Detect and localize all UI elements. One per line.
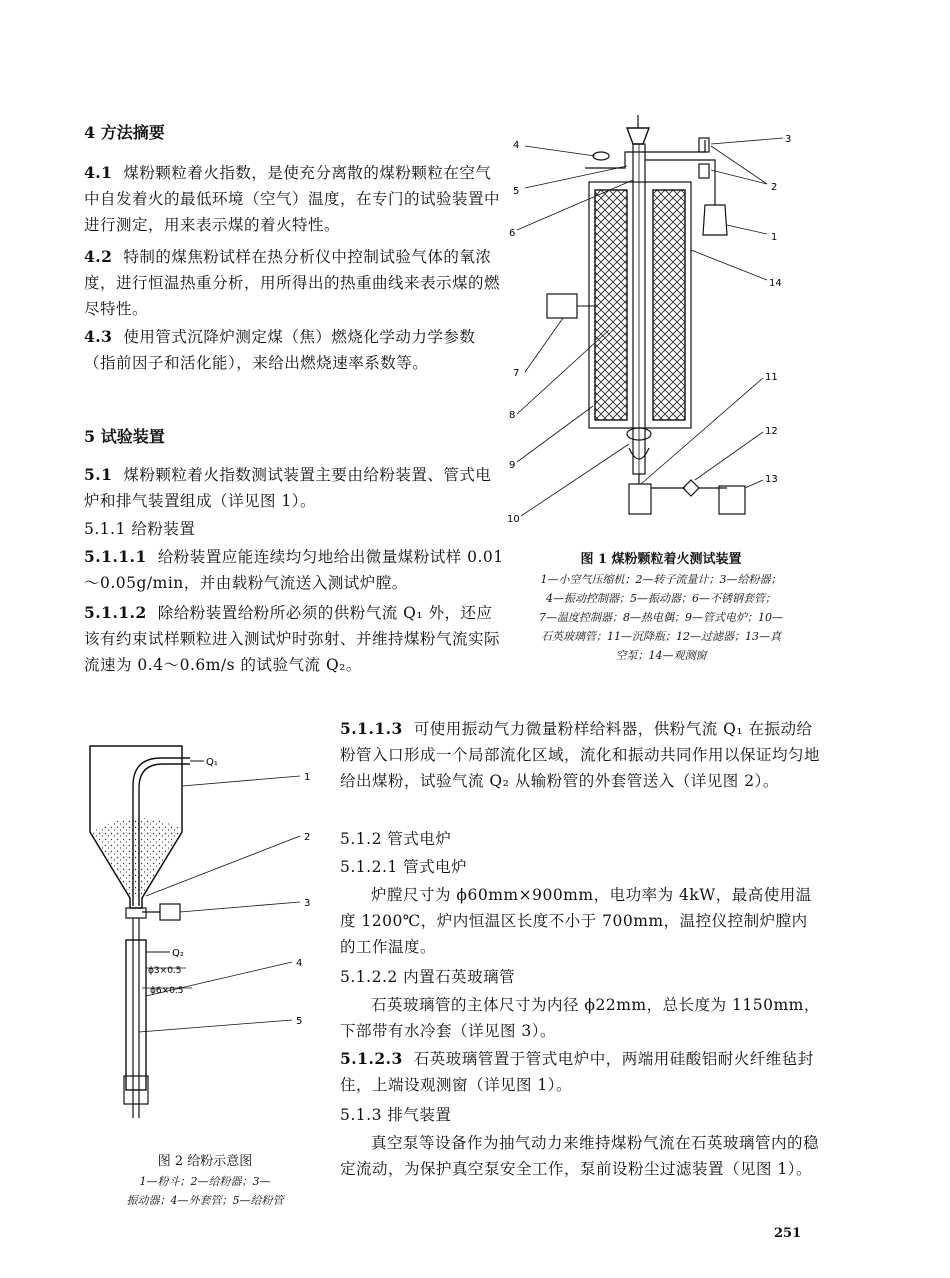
fig1-label-6: 6 — [509, 228, 516, 239]
heading-5-1-2-2: 5.1.2.2 内置石英玻璃管 — [340, 968, 516, 986]
heading-5-1-1: 5.1.1 给粉装置 — [84, 520, 196, 538]
heading-5-1-2: 5.1.2 管式电炉 — [340, 830, 452, 848]
para-5-1-1-1-text: 给粉装置应能连续均匀地给出微量煤粉试样 0.01～0.05g/min，并由载粉气流送入测试炉膛。 — [84, 548, 504, 592]
para-5-1-1-3-number: 5.1.1.3 — [340, 719, 403, 738]
figure-1-legend-line: 7—温度控制器；8—热电偶；9—管式电炉；10— — [539, 611, 783, 624]
para-4-3-text: 使用管式沉降炉测定煤（焦）燃烧化学动力学参数（指前因子和活化能），来给出燃烧速率系数等。 — [84, 328, 476, 372]
para-5-1-2-3-text: 石英玻璃管置于管式电炉中，两端用硅酸铝耐火纤维毡封住，上端设观测窗（详见图 1）。 — [340, 1050, 814, 1094]
fig1-label-13: 13 — [765, 474, 778, 485]
figure-2-legend-line: 1—粉斗；2—给粉器；3— — [139, 1175, 271, 1188]
para-5-1-number: 5.1 — [84, 465, 113, 484]
para-5-1-1-3 — [340, 716, 820, 794]
para-4-2-number: 4.2 — [84, 247, 113, 266]
para-4-2 — [84, 244, 502, 322]
section-4-heading: 4 方法摘要 — [84, 123, 165, 142]
vibrator-shape — [160, 904, 180, 920]
para-5-1-1-2 — [84, 600, 504, 678]
para-5-1-2-3-number: 5.1.2.3 — [340, 1049, 403, 1068]
para-5-1-1-2-text: 除给粉装置给粉所必须的供粉气流 Q₁ 外，还应该有约束试样颗粒进入测试炉时弥射、并维持煤粉气流实际流速为 0.4～0.6m/s 的试验气流 Q₂。 — [84, 604, 501, 674]
para-4-3-number: 4.3 — [84, 327, 113, 346]
page-number: 251 — [774, 1226, 802, 1241]
para-5-1-3: 真空泵等设备作为抽气动力来维持煤粉气流在石英玻璃管内的稳定流动，为保护真空泵安全工作，泵前设粉尘过滤装置（见图 1）。 — [340, 1134, 820, 1178]
figure-2-diagram — [86, 736, 322, 1126]
settling-bottle-shape — [629, 484, 651, 514]
figure-2-caption: 图 2 给粉示意图 — [157, 1154, 253, 1169]
figure-1-diagram — [505, 110, 805, 530]
fig1-label-5: 5 — [513, 186, 520, 197]
fig1-label-11: 11 — [765, 372, 778, 383]
fig2-label-q1: Q₁ — [206, 757, 218, 768]
filter-shape — [683, 480, 699, 496]
para-5-1-2-1: 炉膛尺寸为 ϕ60mm×900mm，电功率为 4kW，最高使用温度 1200℃，炉内恒温区长度不小于 700mm，温控仪控制炉膛内的工作温度。 — [340, 886, 812, 956]
fig1-label-7: 7 — [513, 368, 520, 379]
fig2-label-4: 4 — [296, 958, 303, 969]
fig2-label-1: 1 — [304, 772, 311, 783]
fig1-label-2: 2 — [771, 182, 778, 193]
temp-controller-shape — [547, 294, 577, 318]
furnace-left-block — [595, 190, 627, 420]
fig1-label-14: 14 — [769, 278, 782, 289]
para-5-1-1-3-text: 可使用振动气力微量粉样给料器，供粉气流 Q₁ 在振动给粉管入口形成一个局部流化区域，流化和振动共同作用以保证均匀地给出煤粉，试验气流 Q₂ 从输粉管的外套管送入（详见图 2）。 — [340, 720, 821, 790]
compressor-shape — [703, 205, 727, 235]
fig1-label-1: 1 — [771, 232, 778, 243]
heading-5-1-2-1: 5.1.2.1 管式电炉 — [340, 858, 468, 876]
para-5-1 — [84, 462, 504, 514]
figure-1-legend — [506, 570, 816, 665]
section-5-heading: 5 试验装置 — [84, 427, 165, 446]
figure-1-legend-line: 4—振动控制器；5—振动器；6—不锈钢套管； — [546, 592, 776, 605]
vacuum-pump-shape — [719, 486, 745, 514]
para-5-1-2-3 — [340, 1046, 820, 1098]
para-4-2-text: 特制的煤焦粉试样在热分析仪中控制试验气体的氧浓度，进行恒温热重分析，用所得出的热重曲线来表示煤的燃尽特性。 — [84, 248, 501, 318]
fig2-label-3: 3 — [304, 898, 311, 909]
para-5-1-1-1-number: 5.1.1.1 — [84, 547, 147, 566]
para-4-1 — [84, 160, 502, 238]
para-4-3 — [84, 324, 502, 376]
furnace-right-block — [653, 190, 685, 420]
figure-2-legend-line: 振动器；4—外套管；5—给粉管 — [126, 1194, 284, 1207]
figure-1-caption: 图 1 煤粉颗粒着火测试装置 — [580, 552, 742, 567]
fig1-label-4: 4 — [513, 140, 520, 151]
para-5-1-text: 煤粉颗粒着火指数测试装置主要由给粉装置、管式电炉和排气装置组成（详见图 1）。 — [84, 466, 492, 510]
para-5-1-2-2: 石英玻璃管的主体尺寸为内径 ϕ22mm，总长度为 1150mm，下部带有水冷套（详见图 3）。 — [340, 996, 820, 1040]
fig2-label-dim-6: ϕ6×0.5 — [150, 986, 184, 996]
figure-1-legend-line: 空泵；14—观测窗 — [615, 649, 707, 662]
feeder-top-shape — [627, 128, 649, 144]
figure-2-legend — [100, 1172, 310, 1210]
para-4-1-text: 煤粉颗粒着火指数，是使充分离散的煤粉颗粒在空气中自发着火的最低环境（空气）温度，在专门的试验装置中进行测定，用来表示煤的着火特性。 — [84, 164, 501, 234]
para-5-1-1-1 — [84, 544, 504, 596]
fig1-label-9: 9 — [509, 460, 516, 471]
figure-1-legend-line: 石英玻璃管；11—沉降瓶；12—过滤器；13—真 — [541, 630, 781, 643]
fig1-label-12: 12 — [765, 426, 778, 437]
fig2-label-dim-3: ϕ3×0.5 — [148, 966, 182, 976]
fig1-label-10: 10 — [507, 514, 520, 525]
fig1-label-3: 3 — [785, 134, 792, 145]
fig1-label-8: 8 — [509, 410, 516, 421]
outer-sleeve-shape — [126, 940, 146, 1090]
para-4-1-number: 4.1 — [84, 163, 113, 182]
fig2-label-5: 5 — [296, 1016, 303, 1027]
heading-5-1-3: 5.1.3 排气装置 — [340, 1106, 452, 1124]
para-5-1-1-2-number: 5.1.1.2 — [84, 603, 147, 622]
fig2-label-q2: Q₂ — [172, 948, 184, 959]
fig2-label-2: 2 — [304, 832, 311, 843]
figure-1-legend-line: 1—小空气压缩机；2—转子流量计；3—给粉器； — [540, 573, 782, 586]
